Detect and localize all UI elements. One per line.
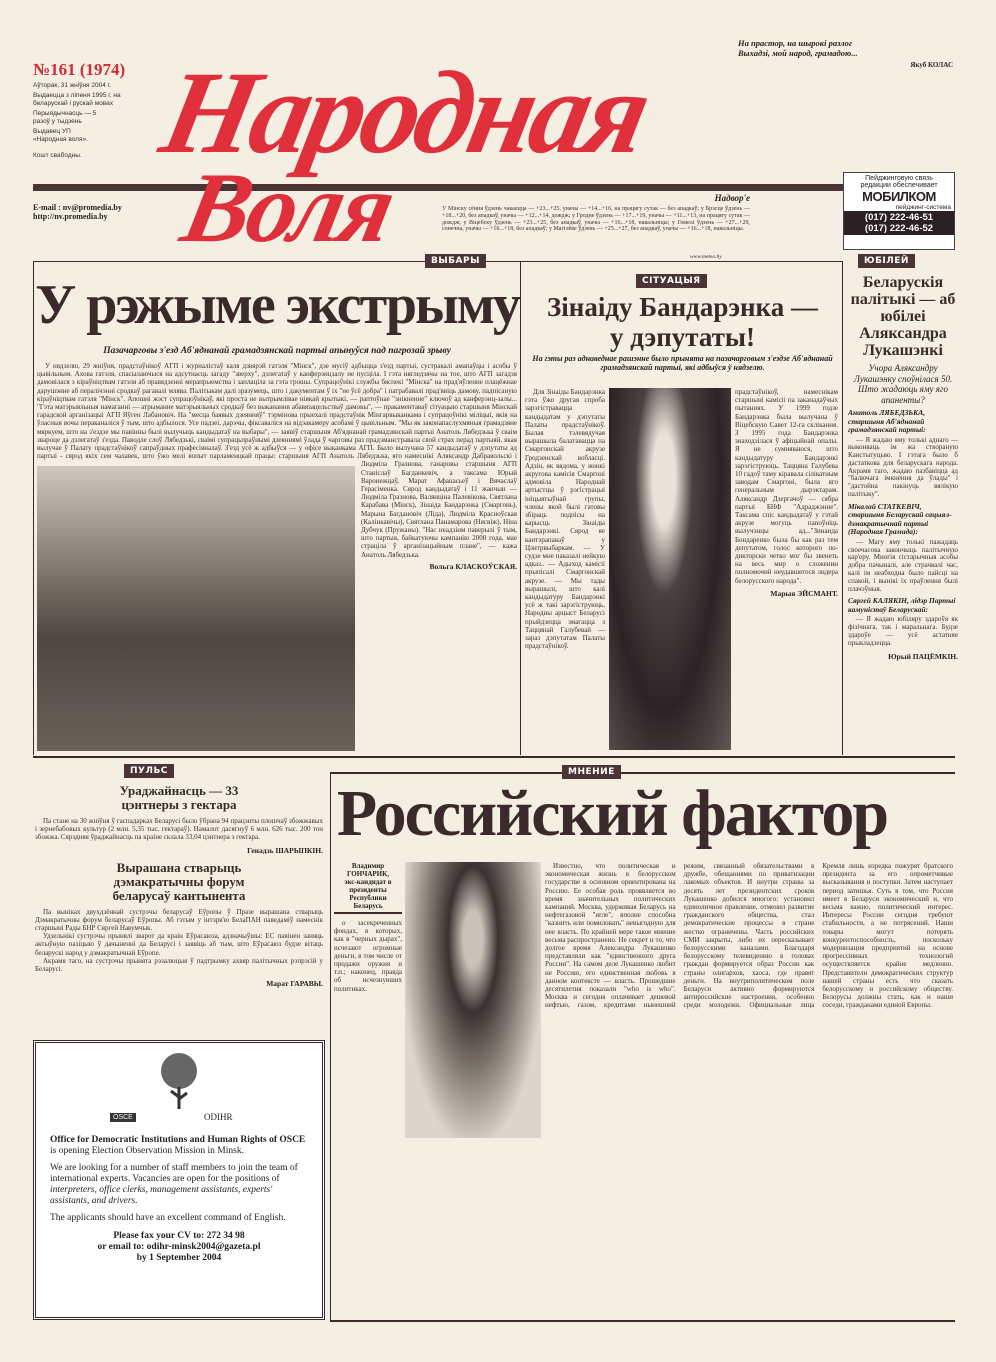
osce-para2	[50, 1163, 308, 1207]
ad-phone2: (017) 222-46-52	[864, 223, 934, 234]
osce-para2-text: We are looking for a number of staff members to join the team of international experts. Vacancies are open for the positions of	[50, 1163, 298, 1184]
bandarenka-photo	[609, 388, 731, 750]
ad-phone1: (017) 222-46-51	[864, 212, 934, 223]
section-tag-situation: СІТУАЦЫЯ	[636, 274, 707, 288]
pulse-paragraph: Па выніках двухдзённай сустрэчы беларусаў Еўропы ў Празе вырашана стварыць Дэмакратычны форум беларусаў Еўропы. Аб гэтым у інтэрв'ю БелаПАН паведаміў намеснік старшыні Рады БНР Сяргей Навумчык.	[35, 907, 323, 933]
situation-headline-line2: у дэпутаты!	[609, 322, 756, 352]
issue-date: Аўторак, 31 жніўня 2004 г.	[33, 82, 112, 89]
email-link[interactable]: E-mail : nv@promedia.by	[33, 203, 122, 212]
election-body	[37, 362, 517, 751]
opinion-author: Владимир ГОНЧАРИК,	[347, 862, 389, 878]
weather-text: У Мінску сёння ўдзень чакаецца — +23...+25, уначы — +14...+16, на працягу сутак — без ападкаў; у Брэсце ўдзень — +18...+20, без ападкаў, уначы — +12...+14, дождж; у Гродне ўдзень — +17...+19, уначы — +11...+13, на працягу сутак — дождж; у Віцебску ўдзень — +23...+25, без ападкаў, уначы — +16...+18, навальніцы; у Гомелі ўдзень — +27...+29, сонечна, уначы — +16...+18, без ападкаў; у Магілёве ўдзень — +25...+27, без ападкаў, уначы — +16...+18, навальніцы.	[442, 206, 750, 233]
situation-body-right-text: прадстаўнікоў, намеснікам старшыні камісіі па заканадаўчых пытаннях. У 1999 годзе Бандарэнка была вылучана ў Віцебскую Савет 12-га склікання. З 1995 года Бандарэнка знаходзілася ў афіцыйнай опалы. Я не сумняваюся, што кандыдатуру Бандарэнкі зарэгіструюць. Таццяна Галубева 10 гадоў таму кіравала сілікатным заводам Смаргоні, была яго генеральным дырэктарам. Аляксандр Дзергачоў — сябра партыі БНФ "Адраджэнне". Таксама спіс кандыдатаў у гэтай акрузе могуць папоўніць вылучэнцы ад..."Зинаида Бондаренко была бы как раз тем депутатом, голос которого по-дикторски четко мог бы звенеть на весь мир о сложении полномочий неудавшегося лидера белорусского народа".	[735, 388, 838, 585]
jubilee-byline: Юрый ПАЦЁМКІН.	[888, 651, 958, 661]
osce-positions: interpreters, office clerks, management assistants, experts' assistants, and drivers.	[50, 1185, 273, 1206]
ad-sub: пейджинг-система	[895, 204, 951, 211]
quote-item	[848, 597, 958, 647]
situation-byline: Марыя ЭЙСМАНТ.	[770, 588, 838, 598]
situation-body-right-col	[735, 388, 838, 598]
osce-para3: The applicants should have an excellent command of English.	[50, 1213, 286, 1223]
since-text: Выдаецца з ліпеня 1995 г. на беларускай і рускай мовах	[33, 92, 121, 107]
mobilcom-logo: МОБИЛКОМ	[862, 189, 936, 204]
price-text: Кошт свабодны.	[33, 152, 82, 159]
pulse-byline2: Марат ГАРАВЫ.	[266, 979, 323, 989]
pager-ad	[843, 172, 955, 250]
opinion-body-main	[545, 862, 953, 1010]
opinion-body-tail: о засекреченных фондах, в которых, как в "черных дырах", исчезают огромные деньги, в том числе от продажи оружия и т.п.; наконец, правда об исчезнувших политиках.	[334, 919, 402, 993]
odihr-label: ODIHR	[204, 1112, 233, 1122]
quote-text: — Я жадаю юбіляру здароўя як фізічнага, так і маральнага. Будзе здароўе — усё астатняе прыкладзецца.	[848, 615, 958, 647]
ad-line2: редакции обеспечивает	[860, 182, 938, 189]
situation-subhead: На гэты раз аднаведнае рашэнне было прынята на пазачарговым з'ездзе Аб'яднанай грамадзянскай партыі, які адбыўся ў нядзелю.	[532, 354, 833, 372]
publisher-text: Выдавец УП «Народная воля».	[33, 128, 88, 143]
section-tag-opinion: МНЕНИЕ	[562, 765, 621, 779]
opinion-rule-top	[330, 772, 955, 774]
opinion-author-block	[334, 862, 402, 914]
jubilee-column	[848, 274, 958, 661]
opinion-frame	[330, 772, 331, 1320]
weather-title: Надвор'е	[714, 193, 750, 203]
election-byline: Вольга КЛАСКОЎСКАЯ.	[429, 561, 517, 571]
masthead-info	[33, 60, 153, 160]
logo-line2: Воля	[173, 152, 402, 263]
quote-text: — Я жадаю яму толькі аднаго — выконваць ім жа створаную Канстытуцыю. І гэтага было б дастаткова для беларускага народа. Акрамя таго, жадаю пазбавіцца ад "балючага імкнення да ўлады" і "дастойна пакінуць вялікую палітыку".	[848, 435, 958, 499]
logo-line1: Народная	[151, 47, 659, 178]
pulse-paragraph: Удзельнікі сустрэчы прынялі зварот да краін Еўрасаюза, адзначыўшы: ЕС павінен заняць актыўную пазіцыю ў дачыненні да Беларусі і заявіць аб тым, што Еўрасаюз будзе вітаць беларускі народ у дэмакратычнай Еўропе.	[35, 932, 323, 957]
pulse-column	[35, 784, 323, 988]
section-divider	[33, 756, 955, 758]
osce-ad	[33, 1040, 325, 1320]
section-tag-jubilee: ЮБІЛЕЙ	[858, 254, 915, 268]
epigraph-line1: На прастор, на шырокі разлог	[738, 38, 852, 48]
pulse-paragraph: Акрамя таго, на сустрэчы прынята рэзалюцыя ў падтрымку ахвяр палітычных рэпрэсій у Беларусі.	[35, 956, 323, 974]
election-headline: У рэжыме экстрыму	[35, 274, 519, 336]
opinion-body-main-text: Известно, что политическая и экономическая жизнь в белорусском государстве в основном ориентирована на Россию. Ее особая роль проявляется во время значительных политических кампаний. Москва, удерживая Беларусь на нефтегазовой "игле", вполне способна "казнить или помиловать" невыгодную для нее власть. По крайней мере такое мнение весьма распространено. Не секрет и то, что долгое время Александра Лукашенко представляли как "единственного друга России". На самом деле Лукашенко любит не Россию, его единственная любовь в данном контексте — власть. Прошедшие десятилетия показали "who is who". Москва и сегодня оплачивает дешевой нефтью, газом, кредитами нынешний режим, связанный обязательствами в дружбе, обещаниями по приватизации лакомых объектов. И внутри страны за десять лет президентских сроков Лукашенко добился многого: установил единоличное правление, отменил развитие гражданского общества, стал демократические процессы в стране жестко ограничены. Часть российских СМИ закрыты, либо их пересказывает белорусскими каналами. Благодаря белорусскому телевидению в головах граждан формируется образ России как страны олигархов, хаоса, где правят деньги. На внутриполитическом поле Беларуси активно формируются антироссийские настроения, особенно среди молодежи. Официальные лица Кремля лишь изредка пожурят братского президента за его опрометчивые высказывания и поступки. Затем наступает период затишья. Суть в том, что Россия имеет в Беларуси экономический и, что весьма важно, политический интерес. Интересы России сегодня требуют стабильности, а не потрясений. Наши товары могут потерять конкурентоспособность, поскольку модернизация предприятий на основе прогрессивных технологий осуществляется крайне медленно. Представители демократических структур нашей страны есть что сказать белорусскому и российскому обществу. Белорусы должны стать, как и наши соседи, гражданами единой Европы.	[545, 862, 953, 1010]
web-link[interactable]: http://nv.promedia.by	[33, 212, 108, 221]
opinion-frame-bottom	[330, 1320, 955, 1322]
epigraph	[738, 38, 953, 70]
osce-fax: Please fax your CV to: 272 34 98	[113, 1231, 245, 1241]
quote-author: Анатоль ЛЯБЕДЗЬКА, старшыня Аб'яднанай грамадзянскай партыі:	[848, 408, 926, 434]
section-tag-pulse: ПУЛЬС	[124, 764, 174, 778]
quote-item	[848, 409, 958, 499]
osce-deadline: by 1 September 2004	[136, 1253, 222, 1263]
pulse-headline2: Вырашана стварыць дэмакратычны форум беларусаў кантынента	[112, 859, 246, 903]
quote-author: Сяргей КАЛЯКІН, лідэр Партыі камуністаў Беларускай:	[848, 596, 956, 614]
opinion-headline: Российский фактор	[336, 777, 888, 850]
election-subhead: Пазачарговы з'езд Аб'яднанай грамадзянскай партыі апынуўся пад пагрозай зрыву	[103, 346, 451, 356]
situation-body-left: Для Зінаіды Бандарэнка гэта ўжо другая спроба зарэгістравацца кандыдатам у дэпутаты Палаты прадстаўнікоў. Былая тэлевядучая вырашыла балатавацца па Смаргонскай акрузе Гродзенскай вобласці. Адзін, як вядома, у жонкі акругова камісія Смаргоні адмовіла Народнай артыстцы ў рэгістрацыі ініцыятыўнай групы, члены якой былі гатовы збіраць подпісы на карысць Зінаіды Бандарэнкі. Сярод яе кантэрапаваў у Цэнтрвыбаркам. — У судзе мне паказалі нейкую адказ.. — Адыход камісіі прыпісалі Смаргонскай акрузе. — Мы тады вырашылі, што калі кандыдатуру Бандарэнкі усё ж такі зарэгіструюць, Народны арцыст Беларусі прыйдзецца змагацца з Таццянай Галубевай — зараз дэпутатам Палаты прадстаўнікоў.	[525, 388, 605, 651]
pulse-text1: Па стане на 30 жніўня ў гаспадарках Беларусі было ўбрана 94 працэнты плошчаў збожжавых і зернебабовых культур (2 млн. 5,35 тыс. гектараў). Намалот дасягнуў 6 млн. 626 тыс. 200 тон збожжа. Сярэдняя ўраджайнасць па краіне склала 33,04 цэнтнера з гектара.	[35, 817, 323, 842]
epigraph-author: Якуб КОЛАС	[910, 61, 953, 69]
opinion-author-role: экс-кандидат в президенты Республики Беларусь	[344, 878, 392, 910]
congress-photo	[37, 466, 355, 751]
jubilee-lead: Учора Аляксандру Лукашэнку споўнілася 50. Што жадаюць яму яго апаненты?	[853, 363, 953, 405]
osce-para1	[50, 1135, 308, 1157]
situation-headline-line1: Зінаіду Бандарэнка —	[547, 292, 818, 322]
osce-odihr-tree-logo	[139, 1049, 219, 1111]
osce-email[interactable]: or email to: odihr-minsk2004@gazeta.pl	[97, 1242, 261, 1252]
epigraph-line2: Выхадзі, мой народ, грамадою...	[738, 48, 858, 58]
quote-text: — Магу яму толькі пажадаць своечасова закончыць палітычную кар'еру. Многія гістарычныя асобы добра пачыналі, але страчвалі час, калі ім неабходна было пайсці на спакой, і вынікі іх праўлення былі плачэўныя.	[848, 537, 958, 593]
pulse-byline1: Генадзь ШАРЫПКІН.	[247, 845, 323, 855]
quote-author: Мікалай СТАТКЕВІЧ, старшыня Беларускай сацыял-дэмакратычнай партыі (Народная Грамада):	[848, 501, 952, 537]
pulse-headline1: Ураджайнасць — 33 цэнтнеры з гектара	[119, 783, 239, 812]
osce-para1-rest: is opening Election Observation Mission in Minsk.	[50, 1146, 244, 1156]
situation-headline	[525, 292, 840, 352]
ad-line1: Пейджинговую связь	[865, 175, 933, 182]
weather-source[interactable]: www.meteo.by	[690, 254, 722, 260]
issue-number: №161 (1974)	[33, 60, 126, 79]
contact-links	[33, 203, 122, 221]
opinion-left-column	[334, 862, 402, 993]
goncharik-photo	[405, 862, 541, 1138]
frequency-text: Перыядычнасць — 5 разоў у тыдзень	[33, 110, 97, 125]
quote-item	[848, 503, 958, 594]
jubilee-headline: Беларускія палітыкі — аб юбілеі Аляксандра Лукашэнкі	[850, 274, 956, 359]
osce-name: Office for Democratic Institutions and Human Rights of OSCE	[50, 1135, 306, 1145]
section-tag-election: ВЫБАРЫ	[425, 254, 486, 268]
osce-label: OSCE	[110, 1113, 136, 1122]
pulse-text2	[35, 908, 323, 974]
election-body-text: У нядзелю, 29 жніўня, прадстаўнікоў АГП і журналістаў каля дзвярэй гатэля "Мінск", дзе мусіў адбыцца з'езд партыі, сустракалі амапаўцы і асобы ў цывільным. Ахова гатэля, спасылаючыся на адсутнасць загаду "зверху", дэлегатаў у канферэнцзалу не пусціла. І гэта нягледзячы на тое, што АГП загадзя дамовілася з кіраўніцтвам гатэля аб правядзенні мерапрыемства і заплаціла за гэта грошы. Супрацоўнікі службы бяспекі "Мінска" на прад'яўленне плацёжнае дарушэнне аб пералічэнні сродкаў рагавалі млява. Палітыкам далі зразумець, што і дакументам ў іх "не ўсё добра" і патрабавалі прад'явіць дамову, падпісаную кіраўніцтвам гатэля "Мінск". Апошні жэст супрацоўнікаў, які проста не вытрымлівае ніякай крытыкі, — раптоўнае "знікненне" ключоў ад канферэнц-залы... "Гэта матэрыяльныя намаганні — атрыманне матэрыяльных сродкаў без выканання абавязацельстваў дамовы", — пракаментаваў сітуацыю старшыня Мінскай гарадской арганізацыі АГП Яўген Лабановіч. На "месца баявых дзеянняў" тэрмінова прыехалі прадстаўнік Мінгарвыканкама і супрацоўнікі міліцыі, якія на ўласныя вочы пераканаліся ў тым, што адбылося. Усе падзеі, дарэчы, фіксаваліся на відэакамеру асобамі ў цывільным. "Мы як законапаслухмяныя грамадзяне мяркуем, што на з'ездзе мы павінны былі вылучыць кандыдатаў на выбары", — заявіў старшыня Аб'яднанай грамадзянскай партыі Анатоль Лябедзька ў сваім звароце да дэлегатаў з'езда. Паводле слоў Лябедзькі, сваімі супрацьпраўнымі дзеяннямі ўлада ў чарговы раз прадэманстравала свой страх перад партыяй, якая вылучае ў Палату прадстаўнікоў сапраўдных прафесіяналаў. З'езд усё ж адбыўся — у офісе выканкама АГП. Было вылучана 57 кандыдатаў у дэпутаты ад партыі - сярод якіх сем чалавек, што ўжо мелі вопыт парламенцкай працы: старшыня АГП Анатоль Лябедзька, яго намеснікі Аляксандр Дабравольскі і Людміла Гразнова, ганаровы старшыня АГП Станіслаў Багданкевіч, а таксама Юрый Варонежцаў, Марат Афанасьеў і Вячаслаў Герасіменка. Сярод кандыдатаў і 11 жанчын — Людміла Гразнова, Валянціна Палевікова, Святлана Карабава (Мінск), Зінаіда Бандарэнка (Смаргонь), Марына Багдановіч (Ліда), Людміла Красноўская (Калінкавічы), Святлана Панамарова (Нясвіж), Ніна Дубчук (Пружаны). "Нас неадзінм паверылі ў тым, што партыя, байкатуючы кампанію 2000 года, мае страціла ў арганізацыйным плане", — кажа Анатоль Лябедзька.	[37, 362, 517, 559]
